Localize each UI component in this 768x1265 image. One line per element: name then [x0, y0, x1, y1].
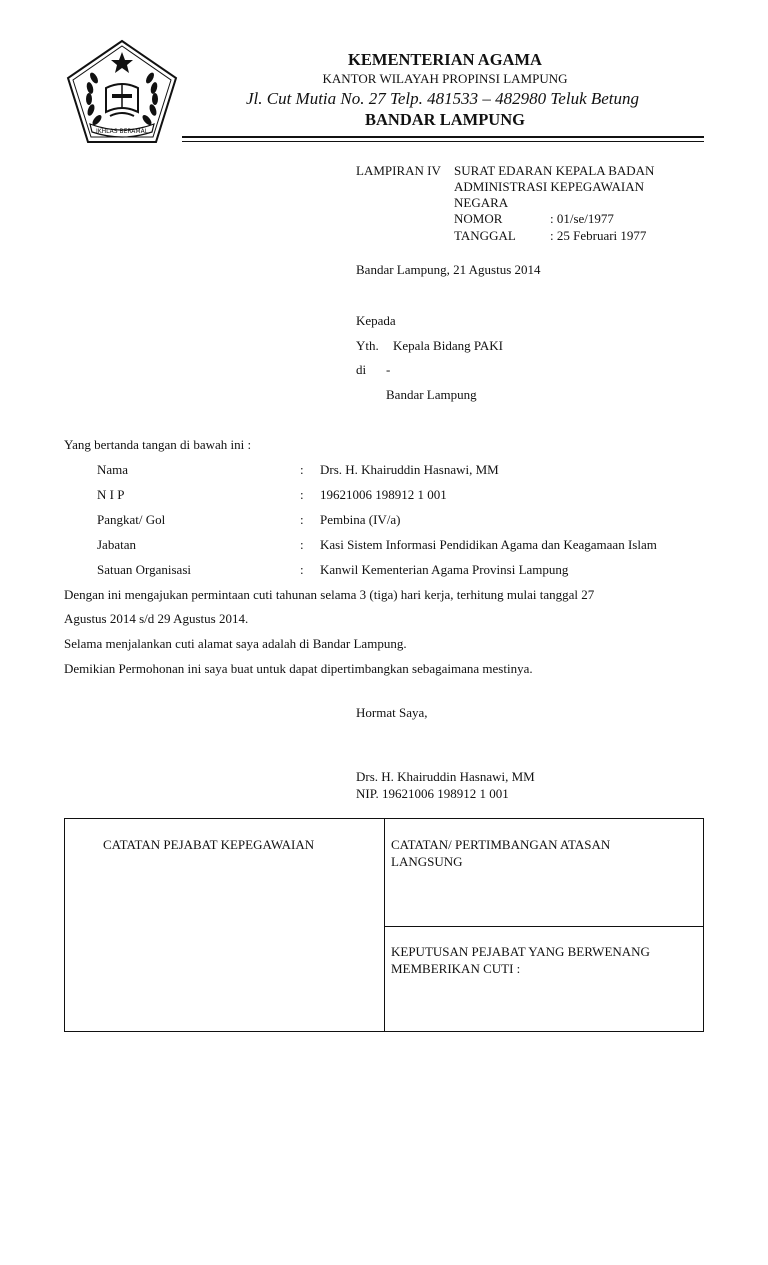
field-label-jabatan: Jabatan	[97, 537, 136, 552]
body-line-4: Demikian Permohonan ini saya buat untuk dapat dipertimbangkan sebagaimana mestinya.	[64, 661, 533, 676]
field-label-pangkat: Pangkat/ Gol	[97, 512, 166, 527]
di-label: di	[356, 362, 367, 377]
field-colon: :	[300, 487, 304, 502]
closing: Hormat Saya,	[356, 705, 428, 720]
office-city: BANDAR LAMPUNG	[365, 110, 525, 129]
field-label-satuan: Satuan Organisasi	[97, 562, 191, 577]
attachment-label: LAMPIRAN IV	[356, 163, 441, 178]
field-value-jabatan: Kasi Sistem Informasi Pendidikan Agama dan Keagamaan Islam	[320, 537, 657, 552]
body-line-3: Selama menjalankan cuti alamat saya adalah di Bandar Lampung.	[64, 636, 407, 651]
letterhead-rule-thin	[182, 141, 704, 142]
field-colon: :	[300, 537, 304, 552]
field-value-nip: 19621006 198912 1 001	[320, 487, 447, 502]
field-colon: :	[300, 512, 304, 527]
table-header-personnel-notes: CATATAN PEJABAT KEPEGAWAIAN	[103, 837, 315, 852]
letterhead-rule-thick	[182, 136, 704, 138]
field-label-nama: Nama	[97, 462, 129, 477]
ministry-name: KEMENTERIAN AGAMA	[348, 50, 542, 69]
signer-nip: NIP. 19621006 198912 1 001	[356, 786, 509, 801]
notes-table	[64, 818, 704, 1032]
yth-label: Yth.	[356, 338, 379, 353]
tanggal-value: : 25 Februari 1977	[550, 228, 647, 243]
field-colon: :	[300, 562, 304, 577]
table-divider-vertical	[384, 819, 385, 1031]
recipient-city: Bandar Lampung	[386, 387, 477, 402]
svg-text:IKHLAS BERAMAL: IKHLAS BERAMAL	[95, 128, 149, 135]
recipient: Kepala Bidang PAKI	[393, 338, 504, 353]
field-value-nama: Drs. H. Khairuddin Hasnawi, MM	[320, 462, 499, 477]
table-header-supervisor-notes: CATATAN/ PERTIMBANGAN ATASAN LANGSUNG	[391, 837, 611, 869]
table-header-decision: KEPUTUSAN PEJABAT YANG BERWENANG MEMBERIKAN CUTI :	[391, 944, 650, 976]
nomor-value: : 01/se/1977	[550, 211, 614, 226]
intro-text: Yang bertanda tangan di bawah ini :	[64, 437, 252, 452]
body-line-1: Dengan ini mengajukan permintaan cuti tahunan selama 3 (tiga) hari kerja, terhitung mulai tanggal 27	[64, 587, 595, 602]
to-label: Kepada	[356, 313, 396, 328]
field-label-nip: N I P	[97, 487, 125, 502]
nomor-label: NOMOR	[454, 211, 503, 226]
field-value-pangkat: Pembina (IV/a)	[320, 512, 401, 527]
attachment-title-1: SURAT EDARAN KEPALA BADAN	[454, 163, 655, 178]
di-dash: -	[386, 362, 391, 377]
place-date: Bandar Lampung, 21 Agustus 2014	[356, 262, 541, 277]
office-address: Jl. Cut Mutia No. 27 Telp. 481533 – 482980 Teluk Betung	[245, 89, 640, 108]
body-line-2: Agustus 2014 s/d 29 Agustus 2014.	[64, 611, 249, 626]
field-value-satuan: Kanwil Kementerian Agama Provinsi Lampung	[320, 562, 569, 577]
table-divider-horizontal	[384, 926, 703, 927]
attachment-title-3: NEGARA	[454, 195, 509, 210]
signer-name: Drs. H. Khairuddin Hasnawi, MM	[356, 769, 535, 784]
tanggal-label: TANGGAL	[454, 228, 516, 243]
office-name: KANTOR WILAYAH PROPINSI LAMPUNG	[322, 71, 568, 86]
field-colon: :	[300, 462, 304, 477]
attachment-title-2: ADMINISTRASI KEPEGAWAIAN	[454, 179, 644, 194]
